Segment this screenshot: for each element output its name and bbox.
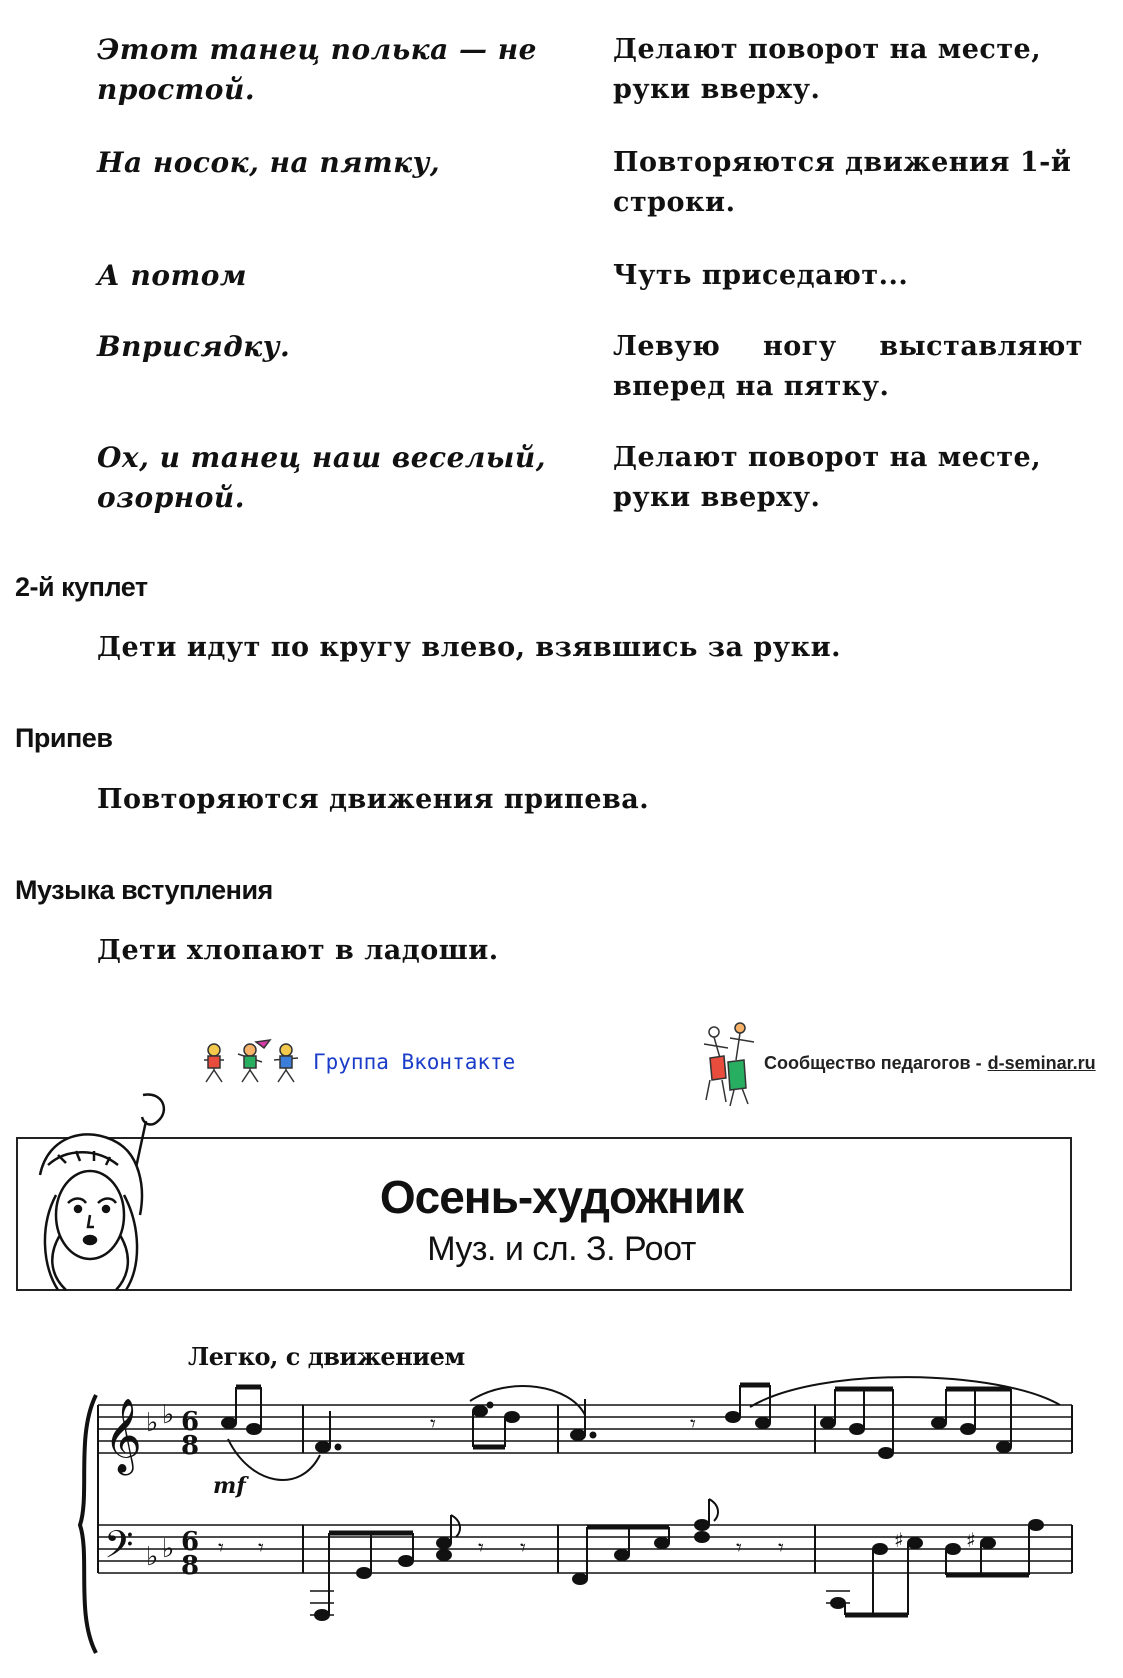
note-head xyxy=(615,1550,629,1560)
community-link[interactable] xyxy=(700,1018,1096,1108)
song-author: Муз. и сл. З. Роот xyxy=(427,1230,696,1268)
svg-text:♯: ♯ xyxy=(966,1528,976,1552)
time-signature-icon: 6 xyxy=(181,1407,200,1437)
note-head xyxy=(961,1424,975,1434)
action-description: Чуть приседают... xyxy=(613,260,909,291)
note-head xyxy=(222,1418,236,1428)
lyric-line: На носок, на пятку, xyxy=(97,146,441,179)
note-head xyxy=(357,1568,371,1578)
dancing-kids-icon xyxy=(198,1038,303,1086)
lyric-line: Вприсядку. xyxy=(97,330,291,363)
svg-text:𝄾: 𝄾 xyxy=(520,1536,526,1561)
svg-text:𝄾: 𝄾 xyxy=(430,1412,436,1437)
note-head xyxy=(997,1442,1011,1452)
action-description: Делают поворот на месте, руки вверху. xyxy=(613,34,1042,105)
note-head xyxy=(573,1574,587,1584)
note-head xyxy=(437,1538,451,1548)
bass-staff xyxy=(98,1525,1072,1573)
section-text-verse-2: Дети идут по кругу влево, взявшись за руки. xyxy=(97,632,842,663)
vk-group-label[interactable]: Группа Вконтакте xyxy=(313,1050,516,1074)
note-head xyxy=(873,1544,887,1554)
lyric-line: Этот танец полька — не простой. xyxy=(97,33,537,106)
lyric-line: Ох, и танец наш веселый, озорной. xyxy=(97,441,547,514)
note-head xyxy=(879,1448,893,1458)
note-head xyxy=(726,1412,740,1422)
note-head xyxy=(695,1520,709,1530)
grand-staff-brace xyxy=(80,1395,96,1653)
music-score xyxy=(0,1375,1123,1665)
dynamic-marking: mf xyxy=(213,1473,246,1499)
bass-clef-icon: 𝄢 xyxy=(104,1522,134,1576)
note-head xyxy=(850,1424,864,1434)
note-head xyxy=(756,1418,770,1428)
svg-text:𝄾: 𝄾 xyxy=(478,1536,484,1561)
note-head xyxy=(908,1538,922,1548)
section-heading-intro: Музыка вступления xyxy=(15,875,273,905)
note-head xyxy=(399,1556,413,1566)
note-head xyxy=(946,1544,960,1554)
key-flat-icon: ♭ xyxy=(162,1534,175,1564)
note-head xyxy=(695,1532,709,1542)
key-flat-icon: ♭ xyxy=(146,1408,159,1438)
note-head xyxy=(655,1538,669,1548)
svg-text:𝄾: 𝄾 xyxy=(258,1536,264,1561)
key-flat-icon: ♭ xyxy=(146,1542,159,1572)
community-site-link[interactable]: d-seminar.ru xyxy=(987,1052,1096,1073)
bass-notes xyxy=(218,1499,1043,1620)
note-head xyxy=(505,1412,519,1422)
note-head xyxy=(437,1550,451,1560)
note-head xyxy=(247,1424,261,1434)
note-head xyxy=(316,1442,330,1452)
song-title: Осень-художник xyxy=(379,1171,744,1223)
community-logo-icon xyxy=(700,1018,758,1108)
section-heading-verse-2: 2-й куплет xyxy=(15,572,148,602)
community-label: Сообщество педагогов - xyxy=(764,1052,982,1073)
note-head xyxy=(981,1538,995,1548)
note-head xyxy=(473,1406,487,1416)
note-head xyxy=(571,1430,585,1440)
svg-text:♯: ♯ xyxy=(894,1528,904,1552)
key-flat-icon: ♭ xyxy=(162,1400,175,1430)
action-description: Повторяются движения 1-й строки. xyxy=(613,147,1072,218)
section-text-intro: Дети хлопают в ладоши. xyxy=(97,935,499,966)
treble-clef-icon: 𝄞 xyxy=(104,1399,142,1473)
svg-text:𝄾: 𝄾 xyxy=(218,1536,224,1561)
note-head xyxy=(821,1418,835,1428)
time-signature-icon: 8 xyxy=(181,1551,200,1581)
lyric-line: А потом xyxy=(97,259,248,292)
note-head xyxy=(1029,1520,1043,1530)
vk-group-link[interactable] xyxy=(198,1038,515,1086)
time-signature-icon: 6 xyxy=(181,1527,200,1557)
svg-text:𝄾: 𝄾 xyxy=(690,1412,696,1437)
svg-text:𝄾: 𝄾 xyxy=(736,1536,742,1561)
time-signature-icon: 8 xyxy=(181,1431,200,1461)
section-heading-chorus: Припев xyxy=(15,723,113,753)
action-description: Делают поворот на месте, руки вверху. xyxy=(613,442,1042,513)
action-description: Левую ногу выставляют вперед на пятку. xyxy=(613,331,1083,402)
section-text-chorus: Повторяются движения припева. xyxy=(97,784,650,815)
svg-text:𝄾: 𝄾 xyxy=(778,1536,784,1561)
note-head xyxy=(932,1418,946,1428)
tempo-marking: Легко, с движением xyxy=(188,1342,465,1371)
